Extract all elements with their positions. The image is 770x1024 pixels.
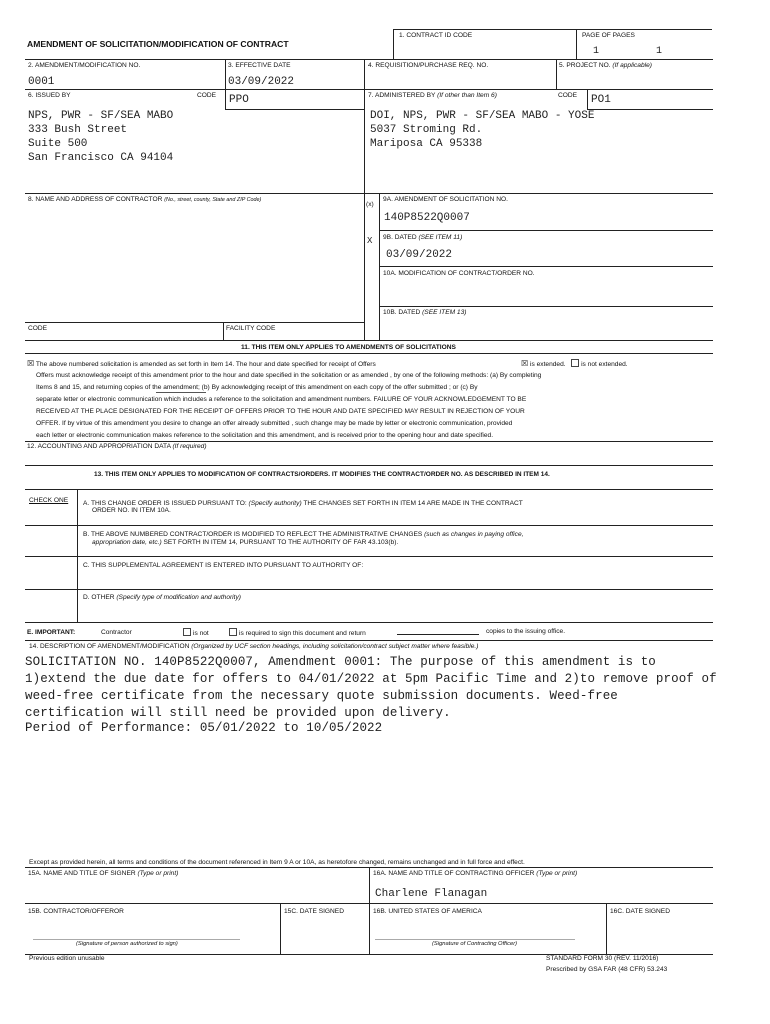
amendment-solicitation-label: 9A. AMENDMENT OF SOLICITATION NO. (383, 196, 508, 203)
copies-blank[interactable] (156, 392, 206, 393)
officer-date-label: 16C. DATE SIGNED (610, 908, 670, 915)
rule (587, 109, 713, 110)
issued-code-label: CODE (197, 92, 217, 99)
page-total: 1 (656, 46, 663, 57)
item11-line: Offers must acknowledge receipt of this amendment prior to the hour and date specified in the solicitation or as amended , by one of the following methods: (a) By completing (36, 372, 542, 379)
description-line: SOLICITATION NO. 140P8522Q0007, Amendment 0001: The purpose of this amendment is to (25, 655, 656, 669)
description-line: weed-free certificate from the necessary quote submission documents. Weed-free (25, 689, 618, 703)
is-required-checkbox[interactable] (229, 628, 237, 636)
copies-issuing-office: copies to the issuing office. (486, 628, 566, 635)
rule (25, 903, 713, 904)
rule (379, 266, 713, 267)
modification-10a-label: 10A. MODIFICATION OF CONTRACT/ORDER NO. (383, 270, 535, 277)
officer-name-label: 16A. NAME AND TITLE OF CONTRACTING OFFICER (Type or print) (373, 870, 578, 877)
issued-line: San Francisco CA 94104 (28, 152, 174, 164)
amendment-solicitation-value: 140P8522Q0007 (384, 212, 470, 224)
amendment-no-value: 0001 (28, 76, 55, 88)
page-number: 1 (593, 46, 600, 57)
rule (280, 903, 281, 954)
form-title: AMENDMENT OF SOLICITATION/MODIFICATION OF CONTRACT (27, 39, 289, 49)
option-c-line[interactable]: C. THIS SUPPLEMENTAL AGREEMENT IS ENTERED INTO PURSUANT TO AUTHORITY OF: (83, 562, 364, 569)
contractor-label: 8. NAME AND ADDRESS OF CONTRACTOR (No., street, county, State and ZIP Code) (28, 196, 262, 203)
extended-option: ☒ is extended. is not extended. (521, 359, 628, 368)
rule (25, 340, 713, 341)
rule (25, 556, 713, 557)
gsa-prescribed: Prescribed by GSA FAR (48 CFR) 53.243 (546, 966, 668, 973)
administered-by-label: 7. ADMINISTERED BY (If other than Item 6) (368, 92, 497, 99)
rule (379, 306, 713, 307)
rule (225, 109, 364, 110)
rule (25, 589, 713, 590)
dated-10b-label: 10B. DATED (SEE ITEM 13) (383, 309, 467, 316)
description-label: 14. DESCRIPTION OF AMENDMENT/MODIFICATION (Organized by UCF section headings, including solicitation/contract subject matter where feasible.) (29, 643, 479, 650)
is-extended-checkbox[interactable]: ☒ (521, 359, 529, 368)
item11-line: Items 8 and 15, and returning copies of the amendment; (b) By acknowledging receipt of this amendment on each copy of the offer submitted ; or (c) By (36, 384, 478, 391)
rule (369, 867, 370, 954)
usa-label: 16B. UNITED STATES OF AMERICA (373, 908, 482, 915)
dated-9b-value: 03/09/2022 (386, 249, 453, 261)
x-column-label: (x) (366, 201, 374, 208)
copies-return-blank[interactable] (397, 634, 479, 635)
rule (25, 465, 713, 466)
rule (364, 59, 365, 340)
is-not-checkbox[interactable] (183, 628, 191, 636)
accounting-label: 12. ACCOUNTING AND APPROPRIATION DATA (If required) (27, 443, 207, 450)
contractor-date-label: 15C. DATE SIGNED (284, 908, 344, 915)
description-line: certification will still need be provided upon delivery. (25, 706, 451, 720)
admin-line: Mariposa CA 95338 (370, 138, 483, 150)
officer-signature-caption: (Signature of Contracting Officer) (432, 941, 518, 947)
rule (587, 89, 588, 109)
item9-mark: X (367, 236, 373, 246)
except-note: Except as provided herein, all terms and conditions of the document referenced in Item 9 A or 10A, as heretofore changed, remains unchanged and in full force and effect. (29, 859, 525, 866)
option-a-line: ORDER NO. IN ITEM 10A. (92, 507, 171, 514)
rule (25, 525, 713, 526)
item11-line: ☒ The above numbered solicitation is amended as set forth in Item 14. The hour and date specified for receipt of Offers (27, 359, 376, 368)
is-not-extended-checkbox[interactable] (571, 359, 579, 367)
rule (379, 230, 713, 231)
amendment-no-label: 2. AMENDMENT/MODIFICATION NO. (28, 62, 141, 69)
rule (25, 89, 713, 90)
issued-by-label: 6. ISSUED BY (28, 92, 71, 99)
important-label: E. IMPORTANT: (27, 629, 76, 636)
admin-line: 5037 Stroming Rd. (370, 124, 483, 136)
important-contractor: Contractor (101, 629, 132, 636)
check-one-label: CHECK ONE (29, 497, 69, 504)
solicitation-amended-checkbox[interactable]: ☒ (27, 359, 35, 368)
contractor-offeror-label: 15B. CONTRACTOR/OFFEROR (28, 908, 124, 915)
page-of-pages-label: PAGE OF PAGES (582, 32, 635, 39)
option-b-line: appropriation date, etc.) SET FORTH IN ITEM 14, PURSUANT TO THE AUTHORITY OF FAR 43.103(b). (92, 539, 399, 546)
description-line: 1)extend the due date for offers to 04/01/2022 at 5pm Pacific Time and 2)to remove proof of (25, 672, 717, 686)
standard-form: STANDARD FORM 30 (REV. 11/2016) (546, 955, 659, 962)
contractor-signature-line[interactable] (33, 939, 240, 940)
item11-line: OFFER. If by virtue of this amendment you desire to change an offer already submitted , such change may be made by letter or electronic communication, provided (36, 420, 513, 427)
is-not-option: is not (183, 628, 209, 637)
rule (606, 903, 607, 954)
rule (556, 59, 557, 89)
signer-name-label: 15A. NAME AND TITLE OF SIGNER (Type or print) (28, 870, 179, 877)
item11-line: RECEIVED AT THE PLACE DESIGNATED FOR THE RECEIPT OF OFFERS PRIOR TO THE HOUR AND DATE SPECIFIED MAY RESULT IN REJECTION OF YOUR (36, 408, 525, 415)
option-b-line[interactable]: B. THE ABOVE NUMBERED CONTRACT/ORDER IS MODIFIED TO REFLECT THE ADMINISTRATIVE CHANGES (such as changes in paying office, (83, 531, 524, 538)
rule (393, 29, 712, 30)
issued-line: 333 Bush Street (28, 124, 128, 136)
rule (25, 489, 713, 490)
issued-line: NPS, PWR - SF/SEA MABO (28, 110, 174, 122)
contractor-signature-caption: (Signature of person authorized to sign) (76, 941, 178, 947)
issued-line: Suite 500 (28, 138, 88, 150)
rule (223, 322, 224, 340)
officer-signature-line[interactable] (375, 939, 575, 940)
dated-9b-label: 9B. DATED (SEE ITEM 11) (383, 234, 463, 241)
admin-line: DOI, NPS, PWR - SF/SEA MABO - YOSE (370, 110, 595, 122)
issued-code-value: PPO (229, 94, 249, 106)
description-line: Period of Performance: 05/01/2022 to 10/05/2022 (25, 721, 383, 735)
previous-edition: Previous edition unusable (29, 955, 105, 962)
is-required-option: is required to sign this document and return (229, 628, 366, 637)
admin-code-value: PO1 (591, 94, 611, 106)
rule (25, 640, 713, 641)
rule (25, 193, 713, 194)
rule (25, 322, 364, 323)
project-no-label: 5. PROJECT NO. (If applicable) (559, 62, 652, 69)
rule (25, 59, 713, 60)
rule (25, 353, 713, 354)
item11-line: each letter or electronic communication makes reference to the solicitation and this amendment, and is received prior to the opening hour and date specified. (36, 432, 494, 439)
item13-header: 13. THIS ITEM ONLY APPLIES TO MODIFICATION OF CONTRACTS/ORDERS. IT MODIFIES THE CONTRACT/ORDER NO. AS DESCRIBED IN ITEM 14. (94, 471, 550, 478)
item11-line: separate letter or electronic communication which includes a reference to the solicitation and amendment numbers. FAILURE OF YOUR ACKNOWLEDGEMENT TO BE (36, 396, 527, 403)
effective-date-value: 03/09/2022 (228, 76, 295, 88)
facility-code-label: FACILITY CODE (226, 325, 276, 332)
item11-header: 11. THIS ITEM ONLY APPLIES TO AMENDMENTS OF SOLICITATIONS (241, 344, 456, 351)
contractor-code-label: CODE (28, 325, 48, 332)
officer-name-value: Charlene Flanagan (375, 888, 488, 900)
rule (25, 441, 713, 442)
requisition-label: 4. REQUISITION/PURCHASE REQ. NO. (368, 62, 489, 69)
effective-date-label: 3. EFFECTIVE DATE (228, 62, 291, 69)
contract-id-label: 1. CONTRACT ID CODE (399, 32, 473, 39)
rule (225, 59, 226, 109)
admin-code-label: CODE (558, 92, 578, 99)
option-a-line[interactable]: A. THIS CHANGE ORDER IS ISSUED PURSUANT TO: (Specify authority) THE CHANGES SET FORTH IN ITEM 14 ARE MADE IN THE CONTRACT (83, 500, 523, 507)
rule (576, 29, 577, 59)
rule (25, 622, 713, 623)
rule (393, 29, 394, 59)
option-d-line[interactable]: D. OTHER (Specify type of modification and authority) (83, 594, 241, 601)
